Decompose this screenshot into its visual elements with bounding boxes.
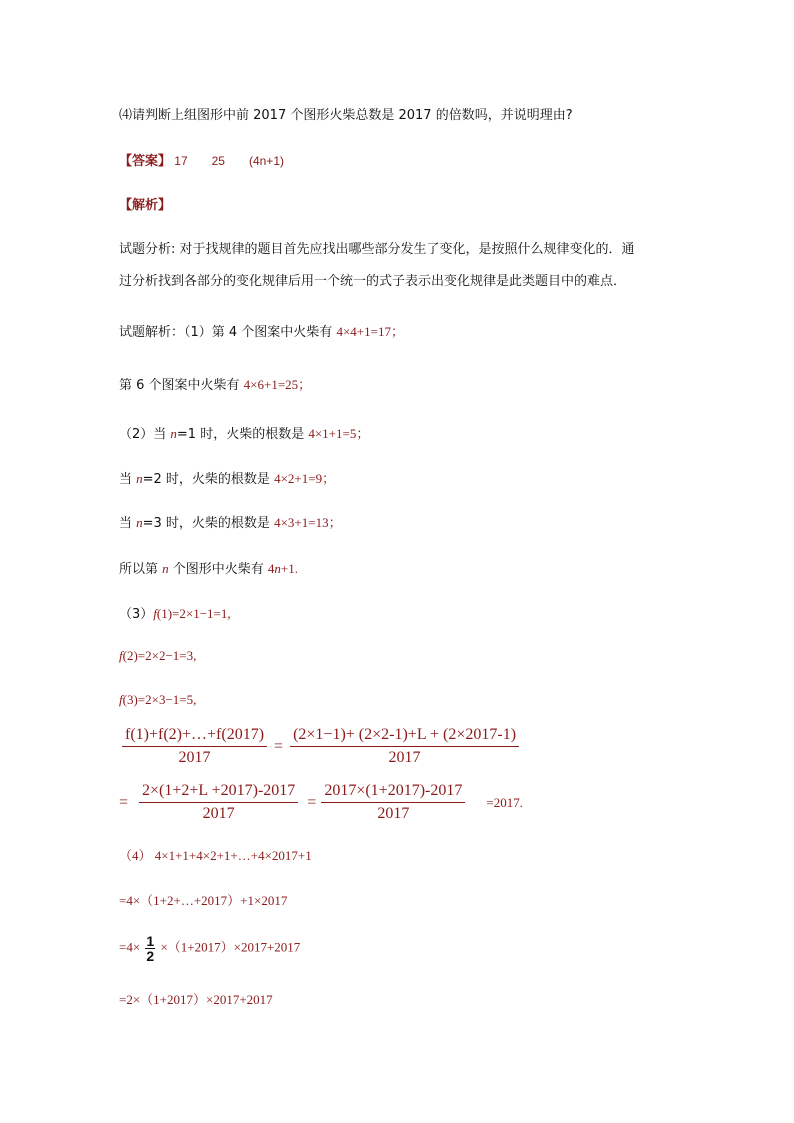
- answer-label: 【答案】: [119, 154, 172, 169]
- solution-line-4-expr: 4×2+1=9；: [274, 471, 336, 486]
- part4-line-3-post: ×（1+2017）×2017+2017: [160, 939, 301, 955]
- f-line-3-expr: (3)=2×3−1=5,: [122, 692, 197, 707]
- fraction-3: [139, 782, 298, 823]
- answer-values: 17 25 (4n+1): [174, 154, 284, 168]
- half-numerator: 1: [146, 933, 155, 949]
- equation-row-2: [119, 782, 523, 823]
- solution-line-6-expr-a: 4: [267, 561, 275, 576]
- f-line-1-prefix: （3）: [119, 607, 154, 622]
- fraction-3-numerator: 2×(1+2+L +2017)-2017: [139, 782, 298, 803]
- solution-line-5-prefix: 当: [119, 516, 137, 531]
- solution-line-1: [119, 321, 404, 340]
- solution-line-6-expr-b: +1.: [280, 561, 298, 576]
- solution-line-2-expr: 4×6+1=25；: [243, 377, 312, 392]
- solution-line-4-prefix: 当: [119, 472, 137, 487]
- equals-sign: =: [307, 793, 317, 811]
- fraction-1: [122, 726, 267, 767]
- variable-n: n: [170, 426, 177, 441]
- f-line-3: [119, 692, 196, 708]
- function-f: f: [119, 692, 123, 707]
- equation-result: =2017.: [486, 794, 523, 810]
- answer-line: [119, 150, 284, 169]
- solution-line-6: [119, 558, 298, 577]
- variable-n: n: [136, 515, 143, 530]
- equation-row-1: [119, 726, 522, 767]
- f-line-1-expr: (1)=2×1−1=1,: [156, 606, 231, 621]
- f-line-2: [119, 648, 196, 664]
- solution-line-3-mid: =1 时，火柴的根数是: [176, 427, 309, 442]
- equals-sign: =: [274, 737, 284, 755]
- solution-line-5-mid: =3 时，火柴的根数是: [142, 516, 275, 531]
- solution-line-6-mid: 个图形中火柴有: [168, 562, 268, 577]
- solution-line-5: [119, 512, 342, 531]
- solution-line-1-text: 试题解析：（1）第 4 个图案中火柴有: [119, 325, 337, 340]
- part4-line-2: =4×（1+2+…+2017）+1×2017: [119, 893, 288, 908]
- equals-sign: =: [119, 793, 129, 811]
- analysis-label: 【解析】: [119, 198, 172, 213]
- solution-line-1-expr: 4×4+1=17；: [336, 324, 404, 339]
- solution-line-2-text: 第 6 个图案中火柴有: [119, 378, 244, 393]
- fraction-2-denominator: 2017: [388, 749, 421, 766]
- solution-line-5-expr: 4×3+1=13；: [274, 515, 342, 530]
- part4-line-4: =2×（1+2017）×2017+2017: [119, 992, 273, 1007]
- variable-n: n: [274, 561, 281, 576]
- variable-n: n: [162, 561, 169, 576]
- fraction-1-denominator: 2017: [178, 749, 211, 766]
- part4-line-3: [119, 934, 300, 963]
- question-text: [119, 104, 573, 123]
- solution-line-3: [119, 423, 369, 442]
- half-denominator: 2: [146, 948, 155, 964]
- f-line-1: [119, 603, 231, 622]
- solution-line-6-prefix: 所以第: [119, 562, 163, 577]
- half-fraction: [145, 934, 155, 963]
- part4-line-1: （4） 4×1+1+4×2+1+…+4×2017+1: [119, 848, 312, 863]
- fraction-4: [321, 782, 465, 823]
- f-line-2-expr: (2)=2×2−1=3,: [122, 648, 197, 663]
- solution-line-4: [119, 468, 335, 487]
- fraction-1-numerator: f(1)+f(2)+…+f(2017): [122, 726, 267, 747]
- fraction-2-numerator: (2×1−1)+ (2×2-1)+L + (2×2017-1): [290, 726, 519, 747]
- part4-line-3-pre: =4×: [119, 939, 141, 955]
- variable-n: n: [136, 471, 143, 486]
- function-f: f: [119, 648, 123, 663]
- function-f: f: [153, 606, 157, 621]
- analysis-text-2: 过分析找到各部分的变化规律后用一个统一的式子表示出变化规律是此类题目中的难点．: [119, 274, 627, 289]
- solution-line-4-mid: =2 时，火柴的根数是: [142, 472, 275, 487]
- fraction-4-numerator: 2017×(1+2017)-2017: [321, 782, 465, 803]
- question-label: ⑷请判断上组图形中前 2017 个图形火柴总数是 2017 的倍数吗，并说明理由?: [119, 108, 573, 123]
- analysis-text-1: 试题分析: 对于找规律的题目首先应找出哪些部分发生了变化，是按照什么规律变化的．通: [119, 242, 635, 257]
- solution-line-2: [119, 374, 311, 393]
- fraction-4-denominator: 2017: [377, 805, 410, 822]
- solution-line-3-prefix: （2）当: [119, 427, 171, 442]
- solution-line-3-expr: 4×1+1=5；: [308, 426, 370, 441]
- fraction-2: [290, 726, 519, 767]
- fraction-3-denominator: 2017: [202, 805, 235, 822]
